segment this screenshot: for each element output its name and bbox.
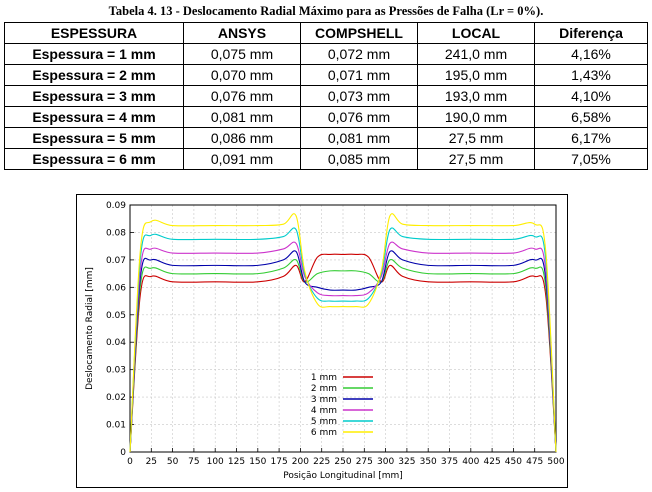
x-tick-label: 425 [483,457,501,467]
x-tick-label: 350 [419,457,437,467]
x-axis-label: Posição Longitudinal [mm] [283,471,403,481]
cell-diferenca: 6,17% [535,128,648,149]
cell-local: 27,5 mm [418,149,535,170]
cell-ansys: 0,081 mm [184,107,301,128]
cell-diferenca: 4,16% [535,44,648,65]
y-tick-label: 0.03 [105,365,126,376]
y-tick-label: 0.09 [105,201,126,211]
y-axis-label: Deslocamento Radial [mm] [85,267,95,390]
x-tick-label: 375 [440,457,459,467]
x-tick-label: 100 [206,457,224,467]
x-tick-label: 75 [188,457,200,467]
table-row [5,86,648,107]
y-tick-label: 0.06 [105,283,126,294]
cell-compshell: 0,076 mm [301,107,418,128]
displacement-chart [76,194,568,488]
cell-espessura: Espessura = 1 mm [5,44,184,65]
header-compshell: COMPSHELL [301,23,418,44]
chart-legend [311,373,373,438]
header-espessura: ESPESSURA [5,23,184,44]
chart-svg [77,195,567,487]
cell-local: 193,0 mm [418,86,535,107]
y-tick-label: 0 [120,448,126,458]
table-row [5,44,648,65]
cell-ansys: 0,070 mm [184,65,301,86]
x-tick-label: 325 [398,457,416,467]
cell-ansys: 0,091 mm [184,149,301,170]
cell-local: 195,0 mm [418,65,535,86]
y-tick-label: 0.01 [105,420,126,431]
cell-espessura: Espessura = 5 mm [5,128,184,149]
x-tick-label: 275 [355,457,373,467]
cell-diferenca: 7,05% [535,149,648,170]
legend-label: 6 mm [310,428,337,438]
table-header-row [5,23,648,44]
x-tick-label: 475 [526,457,544,467]
legend-label: 2 mm [310,384,337,394]
results-table [4,22,648,170]
x-tick-label: 50 [166,457,179,467]
cell-local: 27,5 mm [418,128,535,149]
table-row [5,128,648,149]
y-tick-label: 0.04 [105,338,126,349]
legend-label: 1 mm [310,373,337,383]
y-tick-label: 0.02 [105,393,126,404]
x-tick-label: 250 [334,457,352,467]
cell-ansys: 0,076 mm [184,86,301,107]
x-tick-label: 125 [227,457,246,467]
legend-label: 5 mm [310,417,337,427]
header-local: LOCAL [418,23,535,44]
cell-diferenca: 1,43% [535,65,648,86]
cell-espessura: Espessura = 2 mm [5,65,184,86]
x-tick-label: 150 [249,457,267,467]
cell-local: 241,0 mm [418,44,535,65]
x-tick-label: 0 [127,457,133,467]
x-tick-label: 500 [547,457,565,467]
y-tick-label: 0.08 [105,228,126,239]
x-tick-label: 175 [270,457,288,467]
cell-ansys: 0,075 mm [184,44,301,65]
y-tick-label: 0.05 [105,310,126,321]
cell-diferenca: 6,58% [535,107,648,128]
table-row [5,107,648,128]
cell-compshell: 0,081 mm [301,128,418,149]
cell-diferenca: 4,10% [535,86,648,107]
cell-compshell: 0,073 mm [301,86,418,107]
table-row [5,65,648,86]
table-row [5,149,648,170]
table-caption: Tabela 4. 13 - Deslocamento Radial Máximo para as Pressões de Falha (Lr = 0%). [108,4,544,18]
x-tick-label: 200 [291,457,309,467]
x-tick-label: 450 [504,457,522,467]
cell-compshell: 0,071 mm [301,65,418,86]
chart-grid [130,205,556,452]
cell-espessura: Espessura = 6 mm [5,149,184,170]
x-tick-label: 225 [313,457,331,467]
x-tick-label: 400 [462,457,480,467]
legend-label: 4 mm [310,406,337,416]
x-tick-label: 300 [377,457,395,467]
y-tick-label: 0.07 [105,255,126,266]
series-line [130,259,556,452]
cell-espessura: Espessura = 3 mm [5,86,184,107]
cell-compshell: 0,072 mm [301,44,418,65]
x-tick-label: 25 [145,457,158,467]
header-ansys: ANSYS [184,23,301,44]
cell-ansys: 0,086 mm [184,128,301,149]
header-diferenca: Diferença [535,23,648,44]
legend-label: 3 mm [310,395,337,405]
cell-compshell: 0,085 mm [301,149,418,170]
cell-local: 190,0 mm [418,107,535,128]
cell-espessura: Espessura = 4 mm [5,107,184,128]
